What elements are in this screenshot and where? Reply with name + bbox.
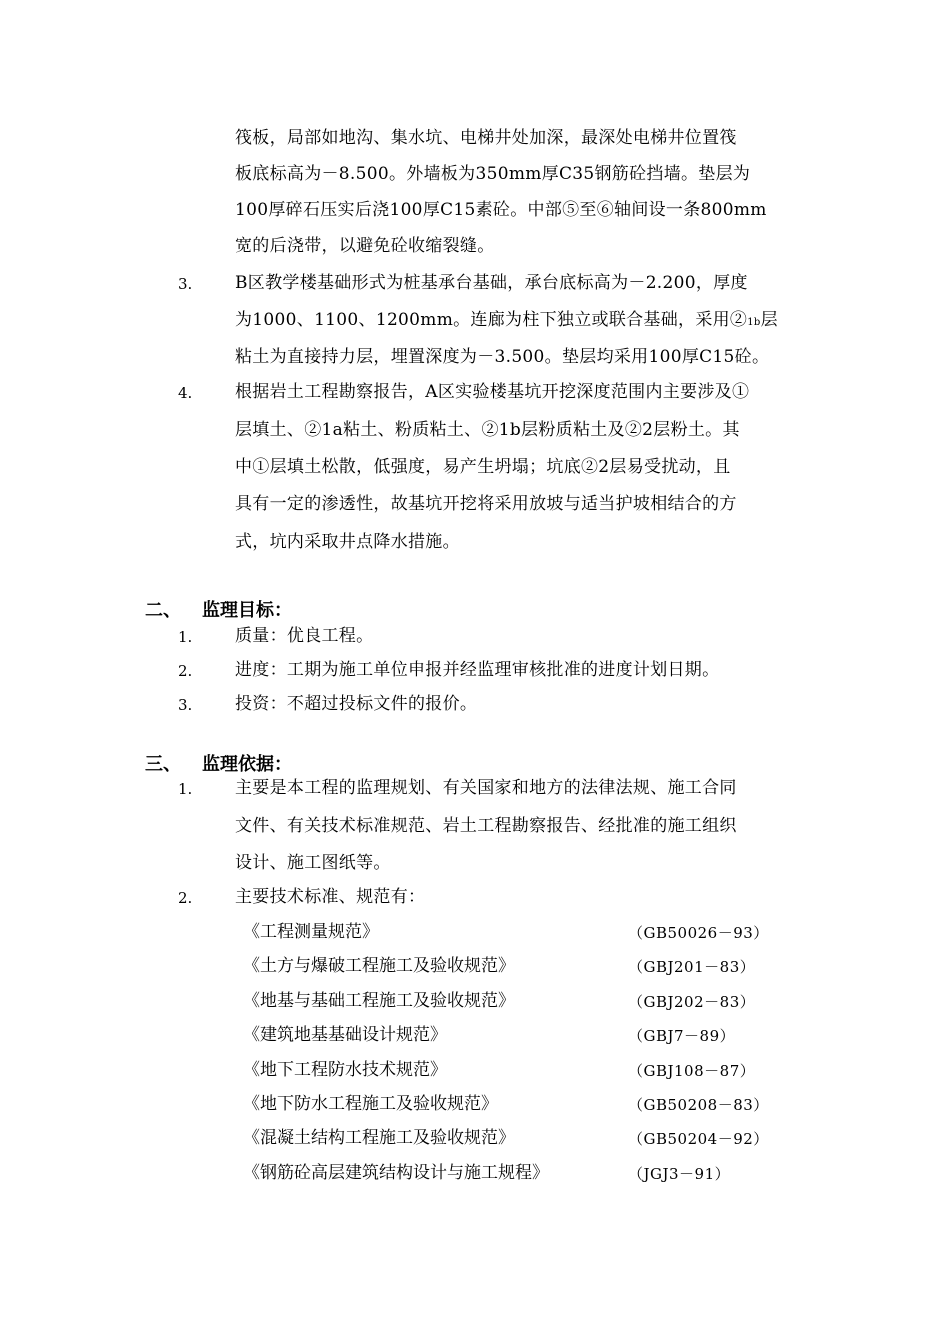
paragraph-line: 根据岩土工程勘察报告，A区实验楼基坑开挖深度范围内主要涉及① <box>235 382 750 402</box>
line-text: 层 <box>760 310 778 330</box>
paragraph-line <box>235 308 778 335</box>
standard-code: （GBJ201－83） <box>628 958 756 976</box>
section-number: 三、 <box>145 754 181 775</box>
standard-name: 《混凝土结构工程施工及验收规范》 <box>243 1128 515 1148</box>
standard-code: （GBJ202－83） <box>628 993 756 1011</box>
paragraph-line: 板底标高为－8.500。外墙板为350mm厚C35钢筋砼挡墙。垫层为 <box>235 164 751 184</box>
paragraph-line: 具有一定的渗透性，故基坑开挖将采用放坡与适当护坡相结合的方 <box>235 494 737 514</box>
standard-code: （GB50204－92） <box>628 1130 769 1148</box>
section-title: 监理依据： <box>202 754 292 775</box>
standard-code: （GBJ108－87） <box>628 1062 756 1080</box>
paragraph-line: 100厚碎石压实后浇100厚C15素砼。中部⑤至⑥轴间设一条800mm <box>235 200 767 220</box>
line-text: 为1000、1100、1200mm。连廊为柱下独立或联合基础，采用② <box>235 310 748 330</box>
paragraph-line: 中①层填土松散，低强度，易产生坍塌；坑底②2层易受扰动，且 <box>235 457 731 477</box>
standard-code: （JGJ3－91） <box>628 1165 731 1183</box>
list-item: 投资：不超过投标文件的报价。 <box>235 694 478 714</box>
list-number: 3. <box>178 275 193 293</box>
paragraph-line: 宽的后浇带，以避免砼收缩裂缝。 <box>235 236 495 256</box>
standard-name: 《土方与爆破工程施工及验收规范》 <box>243 956 515 976</box>
standard-name: 《地下工程防水技术规范》 <box>243 1060 447 1080</box>
paragraph-line: B区教学楼基础形式为桩基承台基础，承台底标高为－2.200，厚度 <box>235 273 748 293</box>
standard-code: （GB50026－93） <box>628 924 769 942</box>
standard-name: 《工程测量规范》 <box>243 922 379 942</box>
paragraph-line: 式，坑内采取井点降水措施。 <box>235 532 460 552</box>
subscript-text: 1b <box>747 317 761 328</box>
list-number: 2. <box>178 662 193 680</box>
section-number: 二、 <box>145 600 181 621</box>
standard-code: （GB50208－83） <box>628 1096 769 1114</box>
paragraph-line: 筏板，局部如地沟、集水坑、电梯井处加深，最深处电梯井位置筏 <box>235 128 737 148</box>
list-number: 4. <box>178 384 193 402</box>
standard-name: 《钢筋砼高层建筑结构设计与施工规程》 <box>243 1163 549 1183</box>
list-item: 质量：优良工程。 <box>235 626 374 646</box>
paragraph-line: 粘土为直接持力层，埋置深度为－3.500。垫层均采用100厚C15砼。 <box>235 347 770 367</box>
paragraph-line: 层填土、②1a粘土、粉质粘土、②1b层粉质粘土及②2层粉土。其 <box>235 420 740 440</box>
list-number: 1. <box>178 780 193 798</box>
paragraph-line: 主要技术标准、规范有： <box>235 887 426 907</box>
standard-code: （GBJ7－89） <box>628 1027 736 1045</box>
standard-name: 《建筑地基基础设计规范》 <box>243 1025 447 1045</box>
list-number: 1. <box>178 628 193 646</box>
standard-name: 《地下防水工程施工及验收规范》 <box>243 1094 498 1114</box>
list-number: 3. <box>178 696 193 714</box>
paragraph-line: 主要是本工程的监理规划、有关国家和地方的法律法规、施工合同 <box>235 778 737 798</box>
standard-name: 《地基与基础工程施工及验收规范》 <box>243 991 515 1011</box>
list-number: 2. <box>178 889 193 907</box>
paragraph-line: 文件、有关技术标准规范、岩土工程勘察报告、经批准的施工组织 <box>235 816 737 836</box>
section-title: 监理目标： <box>202 600 292 621</box>
list-item: 进度：工期为施工单位申报并经监理审核批准的进度计划日期。 <box>235 660 720 680</box>
paragraph-line: 设计、施工图纸等。 <box>235 853 391 873</box>
